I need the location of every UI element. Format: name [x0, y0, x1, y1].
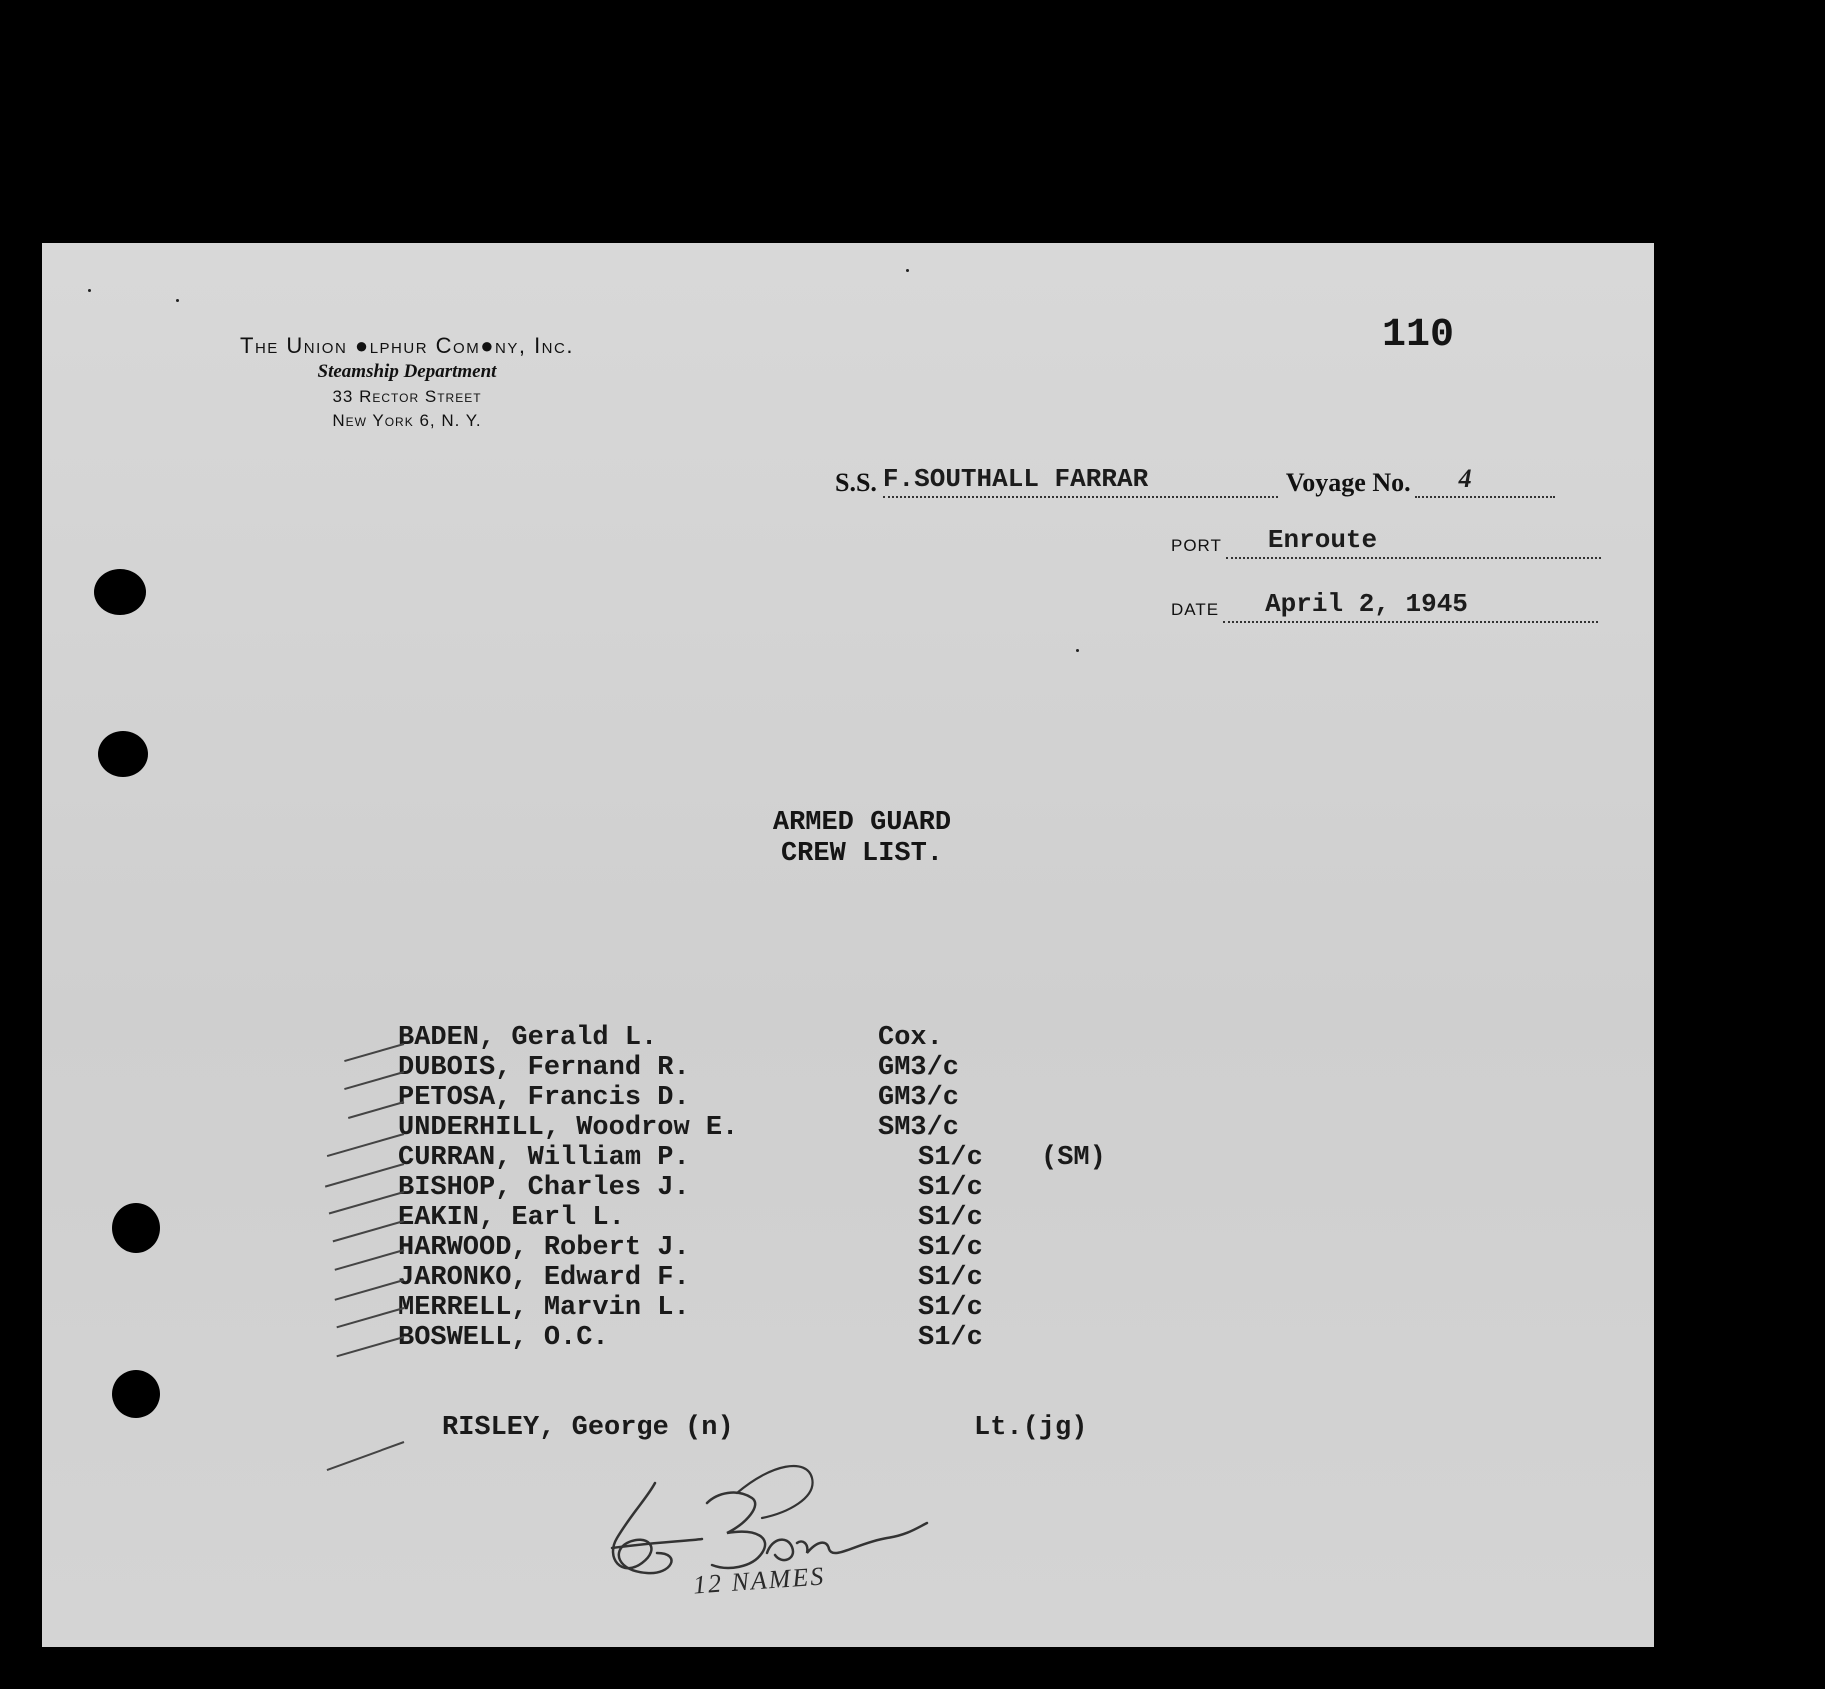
crew-rate: S1/c: [918, 1323, 983, 1353]
speck: [176, 299, 179, 302]
date-value: April 2, 1945: [1265, 589, 1468, 619]
crew-name: BOSWELL, O.C.: [398, 1323, 609, 1353]
crew-name: MERRELL, Marvin L.: [398, 1293, 690, 1323]
crew-name: UNDERHILL, Woodrow E.: [398, 1113, 739, 1143]
check-mark: [336, 1307, 404, 1328]
punch-hole: [112, 1203, 160, 1253]
ship-voyage-row: [835, 464, 1555, 498]
speck: [88, 289, 91, 292]
title-line-2: CREW LIST.: [780, 839, 944, 869]
crew-rate: S1/c: [918, 1173, 983, 1203]
crew-name: EAKIN, Earl L.: [398, 1203, 625, 1233]
check-mark: [344, 1071, 404, 1090]
check-mark: [329, 1191, 405, 1214]
speck: [906, 269, 909, 272]
officer-row: [442, 1413, 1142, 1447]
crew-rate: S1/c: [918, 1143, 983, 1173]
voyage-number: 4: [1458, 464, 1472, 493]
check-mark: [335, 1279, 405, 1301]
port-label: PORT: [1171, 536, 1222, 555]
crew-rate: Cox.: [878, 1023, 943, 1053]
company-name: The Union ●lphur Com●ny, Inc.: [240, 333, 574, 358]
crew-name: DUBOIS, Fernand R.: [398, 1053, 690, 1083]
port-field: [1226, 525, 1601, 559]
check-mark: [333, 1220, 405, 1242]
street-address: 33 Rector Street: [332, 387, 482, 406]
punch-hole: [112, 1370, 160, 1418]
crew-rate: GM3/c: [878, 1083, 960, 1113]
ship-label: S.S.: [835, 468, 877, 497]
handwritten-count: 12 NAMES: [692, 1561, 827, 1600]
date-row: [1171, 589, 1598, 623]
crew-rate: GM3/c: [878, 1053, 960, 1083]
crew-rate: SM3/c: [878, 1113, 960, 1143]
speck: [1076, 649, 1079, 652]
crew-rate: S1/c: [918, 1263, 983, 1293]
officer-name: RISLEY, George (n): [442, 1413, 734, 1443]
crew-name: JARONKO, Edward F.: [398, 1263, 690, 1293]
check-mark: [335, 1249, 405, 1271]
date-label: DATE: [1171, 600, 1220, 619]
check-mark: [327, 1133, 404, 1157]
punch-hole: [98, 731, 148, 777]
crew-note: (SM): [1041, 1143, 1106, 1173]
check-mark: [327, 1441, 405, 1471]
document-page: [42, 243, 1654, 1647]
department: Steamship Department: [317, 361, 497, 382]
port-value: Enroute: [1267, 525, 1378, 555]
document-title: [702, 808, 1022, 870]
page-number: 110: [1382, 313, 1455, 358]
check-mark: [325, 1163, 404, 1188]
title-line-1: ARMED GUARD: [772, 808, 952, 838]
ship-name: F.SOUTHALL FARRAR: [882, 464, 1149, 494]
port-row: [1171, 525, 1601, 559]
letterhead: [142, 333, 672, 431]
crew-name: CURRAN, William P.: [398, 1143, 690, 1173]
crew-rate: S1/c: [918, 1233, 983, 1263]
crew-name: PETOSA, Francis D.: [398, 1083, 690, 1113]
crew-rate: S1/c: [918, 1203, 983, 1233]
ship-name-field: [882, 464, 1278, 498]
crew-name: BISHOP, Charles J.: [398, 1173, 690, 1203]
crew-name: BADEN, Gerald L.: [398, 1023, 658, 1053]
officer-rate: Lt.(jg): [974, 1413, 1088, 1443]
date-field: [1223, 589, 1598, 623]
punch-hole: [94, 569, 146, 615]
city-address: New York 6, N. Y.: [332, 411, 482, 430]
check-mark: [344, 1043, 404, 1062]
crew-name: HARWOOD, Robert J.: [398, 1233, 690, 1263]
crew-rate: S1/c: [918, 1293, 983, 1323]
voyage-field: [1415, 464, 1555, 498]
voyage-label: Voyage No.: [1285, 468, 1411, 497]
check-mark: [336, 1336, 404, 1357]
check-mark: [348, 1101, 404, 1119]
